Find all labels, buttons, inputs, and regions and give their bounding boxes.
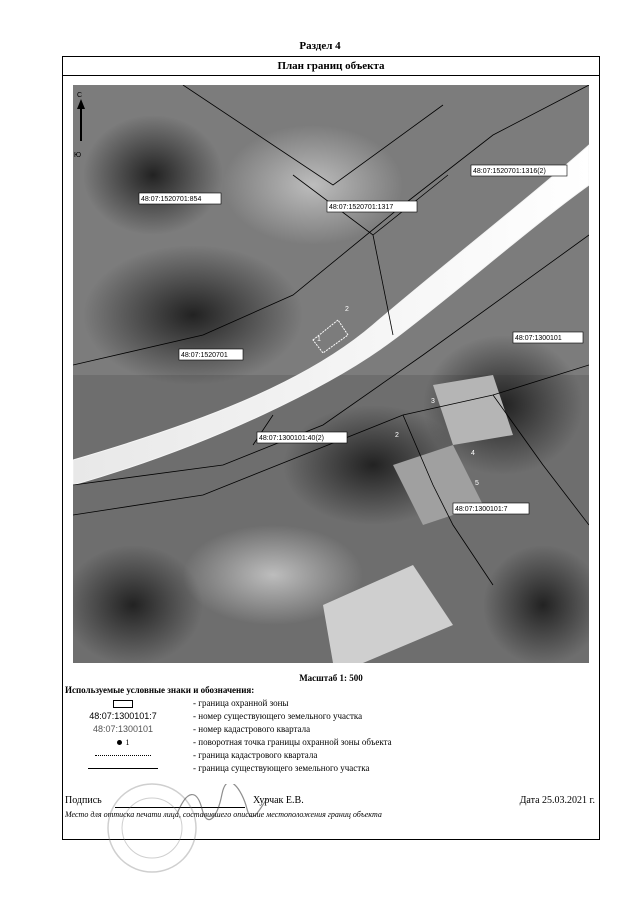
legend-item [63,762,599,775]
tree-shadow [83,245,303,385]
legend-item [63,736,599,749]
legend-text: - граница существующего земельного участка [193,763,370,773]
parcel-number-symbol: 48:07:1300101:7 [89,711,157,721]
scale-label: Масштаб 1: 500 [299,673,363,683]
signature-date: Дата 25.03.2021 г. [519,795,595,806]
parcel-label: 48:07:1520701:1317 [329,204,394,211]
parcel-label: 48:07:1520701 [181,352,228,359]
parcel-boundary-symbol [73,762,173,775]
legend-text: - граница охранной зоны [193,698,289,708]
point-number: 2 [395,432,399,439]
legend-text: - номер кадастрового квартала [193,724,311,734]
aerial-map [73,85,589,663]
legend-title: Используемые условные знаки и обозначения: [65,685,255,695]
legend-text: - номер существующего земельного участка [193,711,363,721]
parcel-label: 48:07:1300101:40(2) [259,435,324,442]
point-number: 4 [471,450,475,457]
dot-icon [117,740,122,745]
tree-shadow [83,115,223,235]
quarter-boundary-symbol [73,749,173,762]
quarter-number-symbol: 48:07:1300101 [92,724,154,734]
plan-title: План границ объекта [63,57,599,76]
legend-text: - поворотная точка границы охранной зоны объекта [193,737,392,747]
parcel-label: 48:07:1300101 [515,335,562,342]
signer-name: Хурчак Е.В. [253,795,304,806]
north-letter: С [77,92,83,99]
plan-frame [62,56,600,840]
legend-item [63,697,599,710]
parcel-label: 48:07:1300101:7 [455,506,508,513]
point-number: 3 [431,398,435,405]
signature-label: Подпись [65,795,102,806]
point-number: 5 [475,480,479,487]
stamp-note: Место для оттиска печати лица, составившего описание местоположения границ объекта [65,810,382,819]
parcel-label: 48:07:1520701:854 [141,196,202,203]
point-number: 1 [317,336,321,343]
legend-item [63,710,599,723]
map-canvas [73,85,589,663]
point-number: 2 [345,306,349,313]
turning-point-symbol: 1 [73,736,173,749]
protection-zone-symbol [73,697,173,710]
legend-text: - граница кадастрового квартала [193,750,318,760]
south-letter: Ю [74,152,82,159]
legend-item [63,723,599,736]
handwritten-signature [172,784,272,824]
parcel-label: 48:07:1520701:1316(2) [473,168,546,175]
legend-item [63,749,599,762]
section-title: Раздел 4 [299,40,341,52]
